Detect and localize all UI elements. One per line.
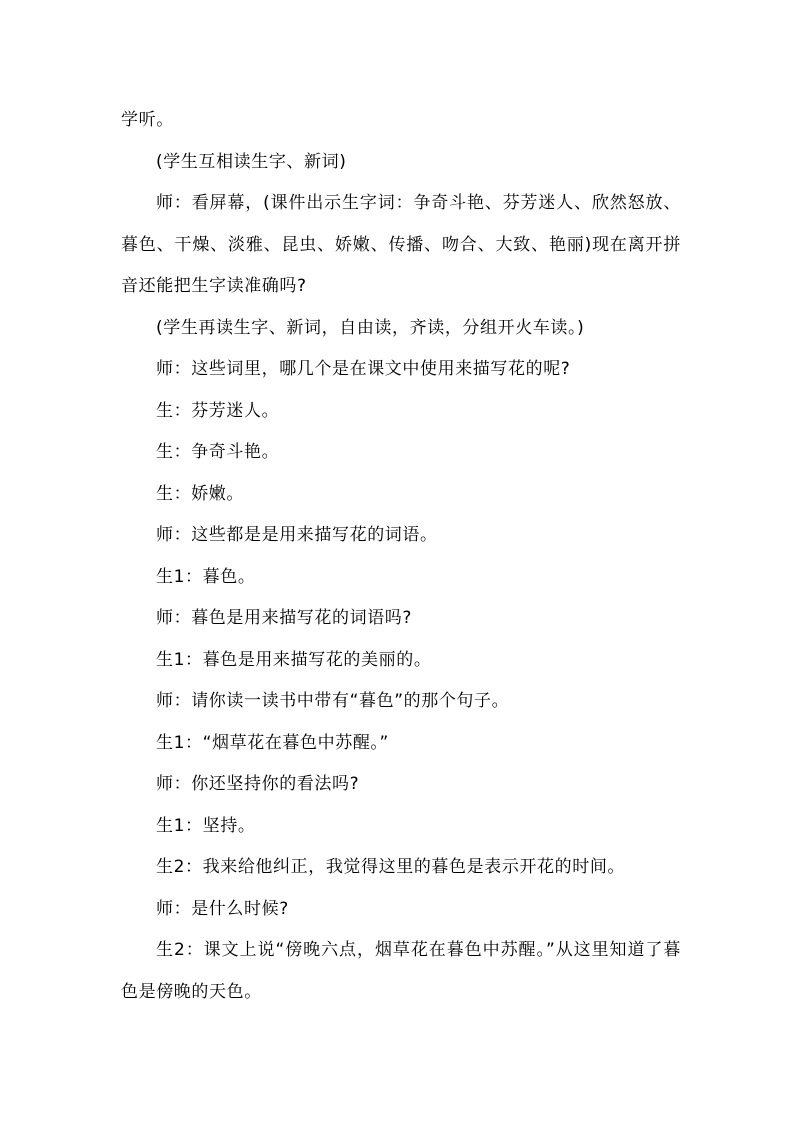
paragraph: (学生互相读生字、新词) <box>156 151 347 172</box>
paragraph: 生2：课文上说“傍晚六点，烟草花在暮色中苏醒。”从这里知道了暮色是傍晚的天色。 <box>121 940 681 1002</box>
paragraph: 师：暮色是用来描写花的词语吗? <box>156 608 413 628</box>
paragraph: 师：看屏幕，(课件出示生字词：争奇斗艳、芬芳迷人、欣然怒放、暮色、干燥、淡雅、昆虫、娇嫩、传播、吻合、大致、艳丽)现在离开拼音还能把生字读准确吗? <box>121 193 681 296</box>
paragraph: 师：这些词里，哪几个是在课文中使用来描写花的呢? <box>156 359 571 379</box>
paragraph: 师：请你读一读书中带有“暮色”的那个句子。 <box>156 691 510 711</box>
paragraph: 生：争奇斗艳。 <box>156 442 280 462</box>
paragraph: 生1：坚持。 <box>156 815 256 836</box>
paragraph: (学生再读生字、新词，自由读，齐读，分组开火车读。) <box>156 317 585 338</box>
paragraph: 生：娇嫩。 <box>156 483 244 504</box>
paragraph: 生1：暮色是用来描写花的美丽的。 <box>156 649 432 670</box>
document-body <box>121 100 681 1013</box>
paragraph: 生：芬芳迷人。 <box>156 400 280 421</box>
paragraph: 师：是什么时候? <box>156 898 289 919</box>
paragraph: 生2：我来给他纠正，我觉得这里的暮色是表示开花的时间。 <box>156 857 626 877</box>
paragraph: 师：这些都是是用来描写花的词语。 <box>156 525 438 545</box>
paragraph: 生1：暮色。 <box>156 566 256 587</box>
paragraph: 学听。 <box>121 110 174 130</box>
paragraph: 师：你还坚持你的看法吗? <box>156 774 360 794</box>
paragraph: 生1：“烟草花在暮色中苏醒。” <box>156 732 389 753</box>
